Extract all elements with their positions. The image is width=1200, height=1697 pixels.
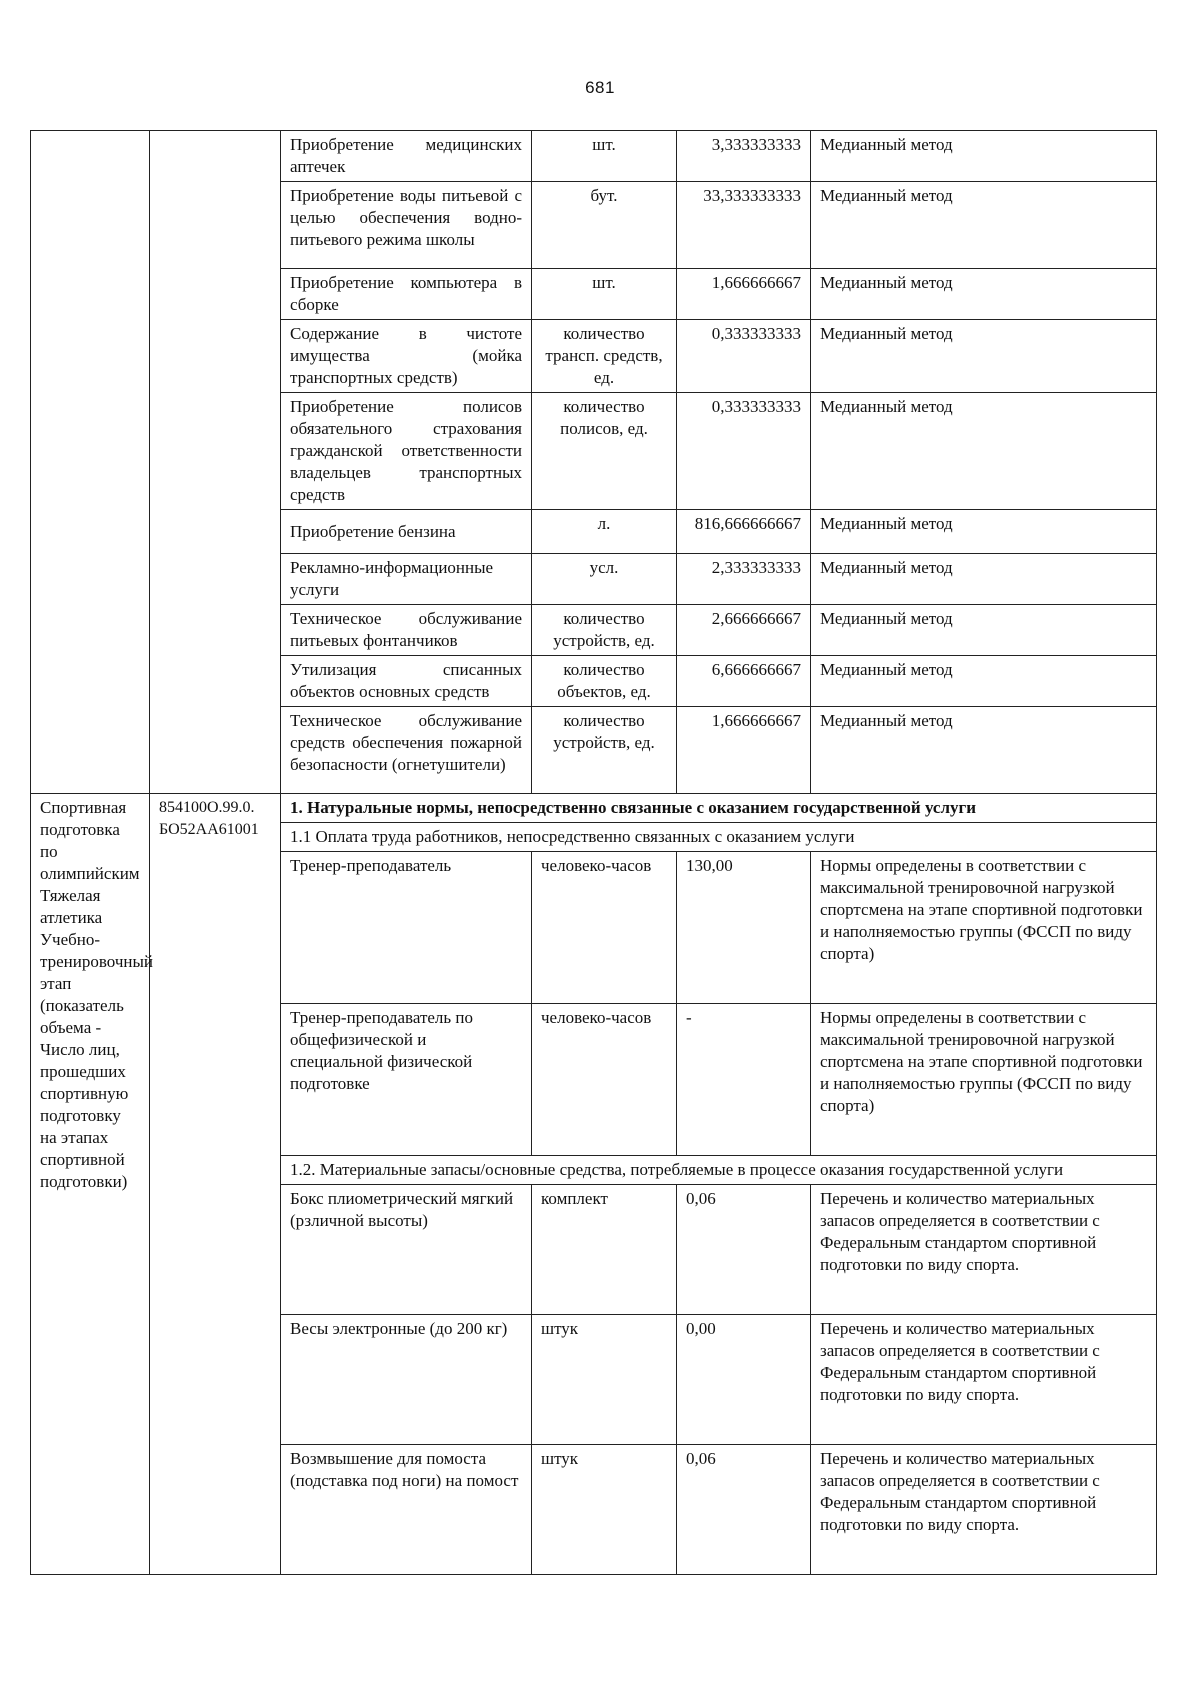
item-value: 2,333333333 <box>677 554 811 605</box>
item-method: Медианный метод <box>811 393 1157 510</box>
item-unit: количество объектов, ед. <box>532 656 677 707</box>
section-1-row <box>31 794 1157 823</box>
item-method: Медианный метод <box>811 554 1157 605</box>
item-unit: количество полисов, ед. <box>532 393 677 510</box>
item-value: 2,666666667 <box>677 605 811 656</box>
item-method: Медианный метод <box>811 510 1157 554</box>
item-name: Рекламно-информационные услуги <box>281 554 532 605</box>
item-unit: комплект <box>532 1185 677 1315</box>
item-unit: шт. <box>532 269 677 320</box>
item-value: 0,333333333 <box>677 320 811 393</box>
item-unit: усл. <box>532 554 677 605</box>
empty-description-cell <box>31 131 150 794</box>
item-value: 1,666666667 <box>677 269 811 320</box>
item-method: Медианный метод <box>811 269 1157 320</box>
subsection-title: 1.2. Материальные запасы/основные средства, потребляемые в процессе оказания государственной услуги <box>281 1156 1157 1185</box>
item-unit: штук <box>532 1445 677 1575</box>
item-note: Перечень и количество материальных запасов определяется в соответствии с Федеральным стандартом спортивной подготовки по виду спорта. <box>811 1445 1157 1575</box>
item-method: Медианный метод <box>811 182 1157 269</box>
item-note: Перечень и количество материальных запасов определяется в соответствии с Федеральным стандартом спортивной подготовки по виду спорта. <box>811 1185 1157 1315</box>
item-name: Приобретение компьютера в сборке <box>281 269 532 320</box>
item-value: 1,666666667 <box>677 707 811 794</box>
subsection-title: 1.1 Оплата труда работников, непосредственно связанных с оказанием услуги <box>281 823 1157 852</box>
item-name: Утилизация списанных объектов основных средств <box>281 656 532 707</box>
item-name: Тренер-преподаватель <box>281 852 532 1004</box>
item-name: Техническое обслуживание средств обеспечения пожарной безопасности (огнетушители) <box>281 707 532 794</box>
service-description: Спортивная подготовка по олимпийским Тяжелая атлетика Учебно-тренировочный этап (показатель объема - Число лиц, прошедших спортивную подготовку на этапах спортивной подготовки) <box>31 794 150 1575</box>
item-unit: бут. <box>532 182 677 269</box>
item-unit: штук <box>532 1315 677 1445</box>
item-note: Нормы определены в соответствии с максимальной тренировочной нагрузкой спортсмена на этапе спортивной подготовки и наполняемостью группы (ФССП по виду спорта) <box>811 1004 1157 1156</box>
item-name: Приобретение медицинских аптечек <box>281 131 532 182</box>
item-value: 130,00 <box>677 852 811 1004</box>
item-name: Приобретение бензина <box>281 510 532 554</box>
item-name: Тренер-преподаватель по общефизической и специальной физической подготовке <box>281 1004 532 1156</box>
item-method: Медианный метод <box>811 131 1157 182</box>
item-name: Приобретение воды питьевой с целью обеспечения водно-питьевого режима школы <box>281 182 532 269</box>
service-code: 854100О.99.0. БО52АА61001 <box>150 794 281 1575</box>
item-value: 0,333333333 <box>677 393 811 510</box>
item-value: 0,06 <box>677 1185 811 1315</box>
item-unit: л. <box>532 510 677 554</box>
item-value: - <box>677 1004 811 1156</box>
item-name: Весы электронные (до 200 кг) <box>281 1315 532 1445</box>
item-value: 6,666666667 <box>677 656 811 707</box>
item-name: Возмвышение для помоста (подставка под ноги) на помост <box>281 1445 532 1575</box>
empty-code-cell <box>150 131 281 794</box>
item-name: Содержание в чистоте имущества (мойка транспортных средств) <box>281 320 532 393</box>
section-title: 1. Натуральные нормы, непосредственно связанные с оказанием государственной услуги <box>281 794 1157 823</box>
item-value: 33,333333333 <box>677 182 811 269</box>
item-name: Бокс плиометрический мягкий (рзличной высоты) <box>281 1185 532 1315</box>
item-name: Техническое обслуживание питьевых фонтанчиков <box>281 605 532 656</box>
table-row <box>31 131 1157 182</box>
item-name: Приобретение полисов обязательного страхования гражданской ответственности владельцев транспортных средств <box>281 393 532 510</box>
item-unit: человеко-часов <box>532 852 677 1004</box>
item-unit: количество устройств, ед. <box>532 605 677 656</box>
item-value: 816,666666667 <box>677 510 811 554</box>
page-number: 681 <box>585 78 615 97</box>
item-unit: количество устройств, ед. <box>532 707 677 794</box>
norms-table <box>30 130 1157 1575</box>
item-method: Медианный метод <box>811 320 1157 393</box>
item-value: 0,00 <box>677 1315 811 1445</box>
item-value: 0,06 <box>677 1445 811 1575</box>
item-unit: количество трансп. средств, ед. <box>532 320 677 393</box>
item-note: Перечень и количество материальных запасов определяется в соответствии с Федеральным стандартом спортивной подготовки по виду спорта. <box>811 1315 1157 1445</box>
item-note: Нормы определены в соответствии с максимальной тренировочной нагрузкой спортсмена на этапе спортивной подготовки и наполняемостью группы (ФССП по виду спорта) <box>811 852 1157 1004</box>
item-method: Медианный метод <box>811 656 1157 707</box>
item-value: 3,333333333 <box>677 131 811 182</box>
item-unit: человеко-часов <box>532 1004 677 1156</box>
item-method: Медианный метод <box>811 605 1157 656</box>
item-unit: шт. <box>532 131 677 182</box>
item-method: Медианный метод <box>811 707 1157 794</box>
